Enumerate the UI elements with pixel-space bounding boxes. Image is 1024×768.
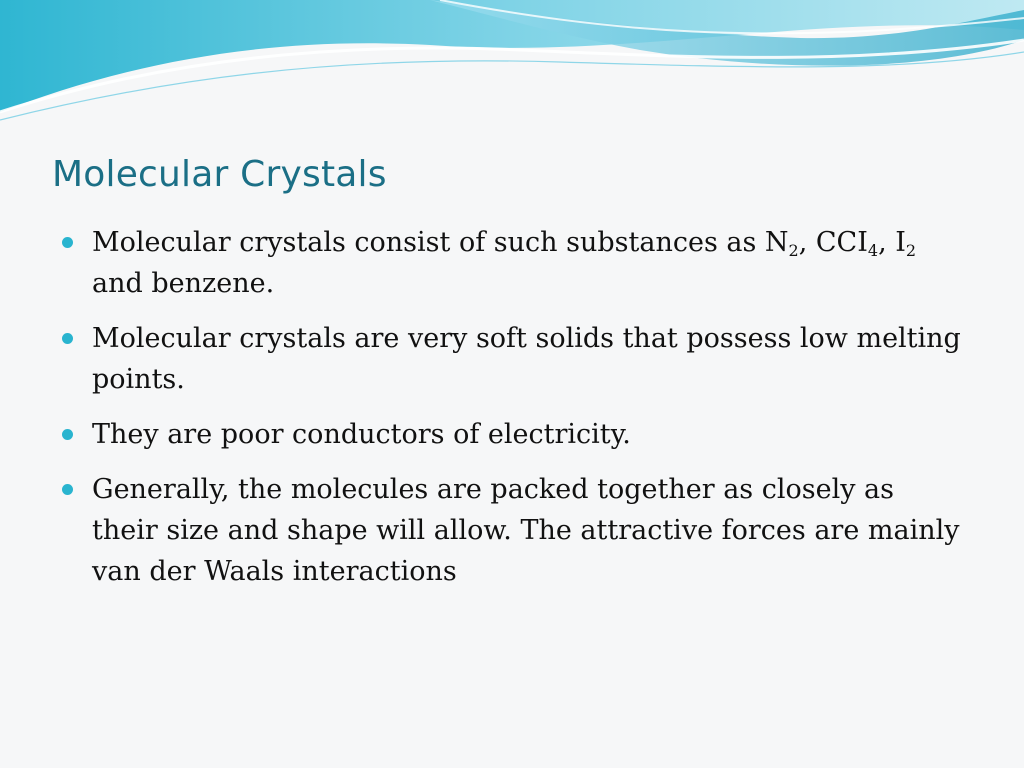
bullet-text: Molecular crystals consist of such substances as N: [92, 227, 789, 258]
subscript: 4: [867, 241, 879, 260]
bullet-text: Generally, the molecules are packed together as closely as their size and shape will allow. The attractive forces are mainly van der Waals interactions: [92, 474, 960, 587]
bullet-item: [62, 469, 967, 592]
slide-title: Molecular Crystals: [52, 154, 387, 195]
bullet-marker-icon: [62, 333, 73, 344]
bullet-text: , I: [878, 227, 906, 258]
header-wave-decoration: [0, 0, 1024, 130]
bullet-item: [62, 414, 967, 455]
bullet-marker-icon: [62, 237, 73, 248]
bullet-text: and benzene.: [92, 268, 275, 299]
bullet-text: Molecular crystals are very soft solids that possess low melting points.: [92, 323, 961, 395]
bullet-marker-icon: [62, 484, 73, 495]
bullet-item: [62, 318, 967, 400]
subscript: 2: [788, 241, 799, 260]
bullet-list: [62, 222, 967, 606]
bullet-marker-icon: [62, 429, 73, 440]
subscript: 2: [905, 241, 917, 260]
bullet-text: They are poor conductors of electricity.: [92, 419, 631, 450]
bullet-text: , CCI: [798, 227, 868, 258]
bullet-item: [62, 222, 967, 304]
